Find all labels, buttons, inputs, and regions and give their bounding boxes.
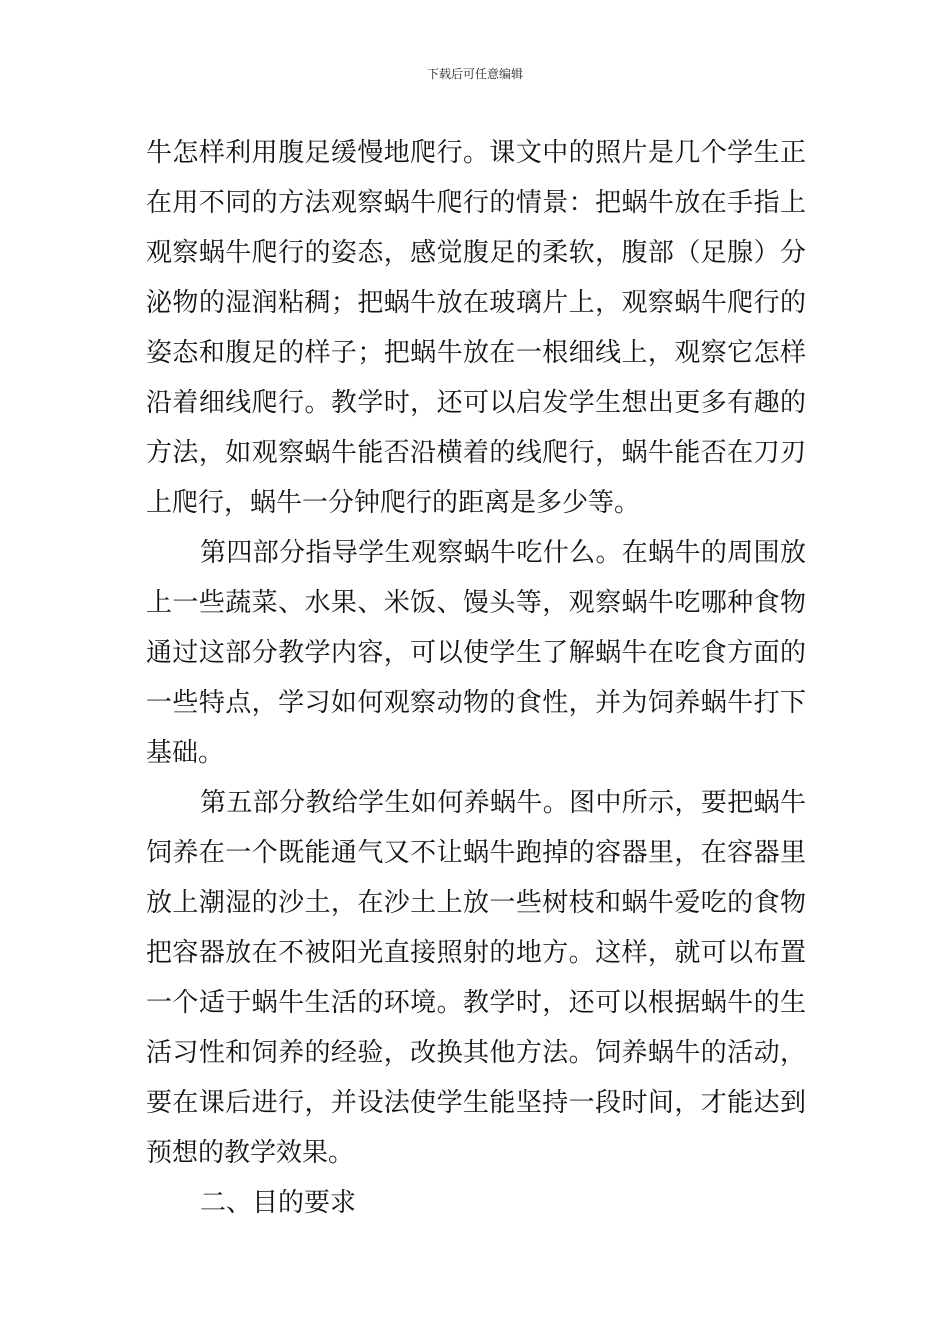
document-body	[146, 128, 806, 1228]
text-line: 把容器放在不被阳光直接照射的地方。这样，就可以布置	[146, 938, 806, 968]
text-line: 上爬行，蜗牛一分钟爬行的距离是多少等。	[146, 488, 641, 518]
section-heading: 二、目的要求	[200, 1188, 357, 1218]
page-header: 下载后可任意编辑	[426, 67, 523, 81]
text-line: 姿态和腹足的样子；把蜗牛放在一根细线上，观察它怎样	[146, 338, 806, 368]
text-line: 上一些蔬菜、水果、米饭、馒头等，观察蜗牛吃哪种食物	[146, 588, 806, 618]
text-line: 一个适于蜗牛生活的环境。教学时，还可以根据蜗牛的生	[146, 988, 806, 1018]
paragraph-start-line: 第五部分教给学生如何养蜗牛。图中所示，要把蜗牛	[200, 788, 806, 818]
text-line: 牛怎样利用腹足缓慢地爬行。课文中的照片是几个学生正	[146, 138, 806, 168]
text-line: 基础。	[146, 738, 225, 768]
text-line: 通过这部分教学内容，可以使学生了解蜗牛在吃食方面的	[146, 638, 806, 668]
text-line: 一些特点，学习如何观察动物的食性，并为饲养蜗牛打下	[146, 688, 806, 718]
text-line: 活习性和饲养的经验，改换其他方法。饲养蜗牛的活动，	[146, 1038, 806, 1068]
text-line: 预想的教学效果。	[146, 1138, 355, 1168]
text-line: 沿着细线爬行。教学时，还可以启发学生想出更多有趣的	[146, 388, 806, 418]
text-line: 泌物的湿润粘稠；把蜗牛放在玻璃片上，观察蜗牛爬行的	[146, 288, 806, 318]
paragraph-start-line: 第四部分指导学生观察蜗牛吃什么。在蜗牛的周围放	[200, 538, 806, 568]
text-line: 放上潮湿的沙土，在沙土上放一些树枝和蜗牛爱吃的食物	[146, 888, 806, 918]
text-line: 饲养在一个既能通气又不让蜗牛跑掉的容器里，在容器里	[146, 838, 806, 868]
text-line: 方法，如观察蜗牛能否沿横着的线爬行，蜗牛能否在刀刃	[146, 438, 806, 468]
text-line: 观察蜗牛爬行的姿态，感觉腹足的柔软，腹部（足腺）分	[146, 238, 806, 268]
text-line: 在用不同的方法观察蜗牛爬行的情景：把蜗牛放在手指上	[146, 188, 806, 218]
text-line: 要在课后进行，并设法使学生能坚持一段时间，才能达到	[146, 1088, 806, 1118]
